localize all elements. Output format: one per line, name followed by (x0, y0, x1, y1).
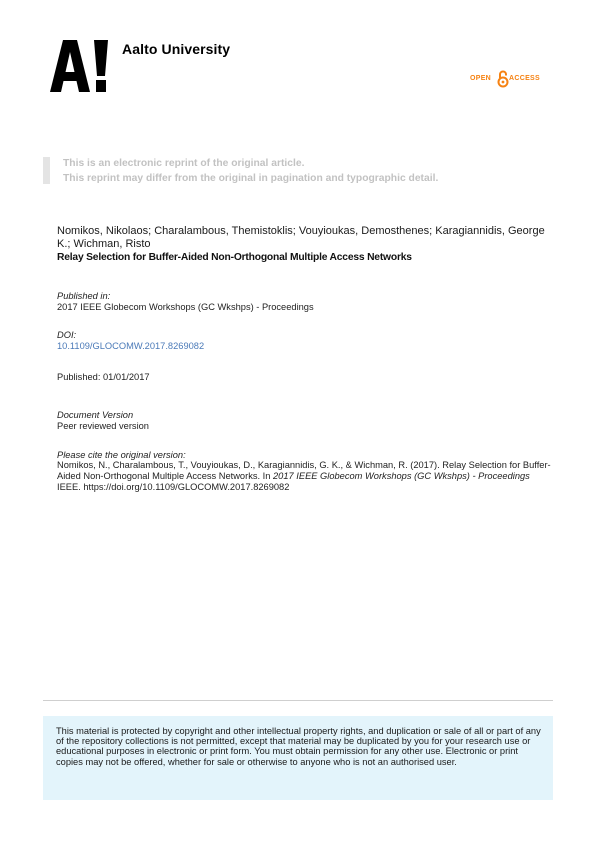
published-in-value: 2017 IEEE Globecom Workshops (GC Wkshps) - Proceedings (57, 302, 314, 312)
doi-link[interactable]: 10.1109/GLOCOMW.2017.8269082 (57, 341, 205, 351)
doi-label: DOI: (57, 330, 77, 340)
aalto-logo-icon (50, 40, 112, 92)
authors: Nomikos, Nikolaos; Charalambous, Themistoklis; Vouyioukas, Demosthenes; Karagiannidis, George K.; Wichman, Risto (57, 225, 545, 250)
open-access-left-text: OPEN (470, 75, 492, 82)
open-access-right-text: ACCESS (509, 75, 540, 82)
copyright-notice: This material is protected by copyright and other intellectual property rights, and duplication or sale of all or part of any of the repository collections is not permitted, except that material may be duplicated by you for your research use or educational purposes in electronic or print form. You must obtain permission for any other use. Electronic or print copies may not be offered, whether for sale or otherwise to anyone who is not an authorised user. (56, 726, 541, 767)
reprint-notice (63, 156, 438, 186)
published-date: Published: 01/01/2017 (57, 372, 150, 382)
footer-divider (43, 700, 553, 701)
notice-bar (43, 157, 50, 184)
open-lock-icon (497, 70, 509, 88)
citation-proceedings: 2017 IEEE Globecom Workshops (GC Wkshps) - Proceedings (273, 471, 530, 481)
document-version-label: Document Version (57, 410, 134, 420)
published-in-label: Published in: (57, 291, 111, 301)
document-version-value: Peer reviewed version (57, 421, 149, 431)
citation-part-2: IEEE. https://doi.org/10.1109/GLOCOMW.2017.8269082 (57, 482, 290, 492)
open-access-badge (470, 70, 540, 90)
notice-line-2: This reprint may differ from the original in pagination and typographic detail. (63, 173, 439, 184)
citation-part-1: Nomikos, N., Charalambous, T., Vouyioukas, D., Karagiannidis, G. K., & Wichman, R. (2017). Relay Selection for Buffer-Aided Non-Orthogonal Multiple Access Networks. In (57, 460, 551, 481)
university-name: Aalto University (122, 41, 231, 57)
article-title: Relay Selection for Buffer-Aided Non-Orthogonal Multiple Access Networks (57, 252, 412, 263)
citation-label: Please cite the original version: (57, 450, 186, 460)
notice-line-1: This is an electronic reprint of the original article. (63, 158, 305, 169)
citation-text (57, 460, 552, 493)
